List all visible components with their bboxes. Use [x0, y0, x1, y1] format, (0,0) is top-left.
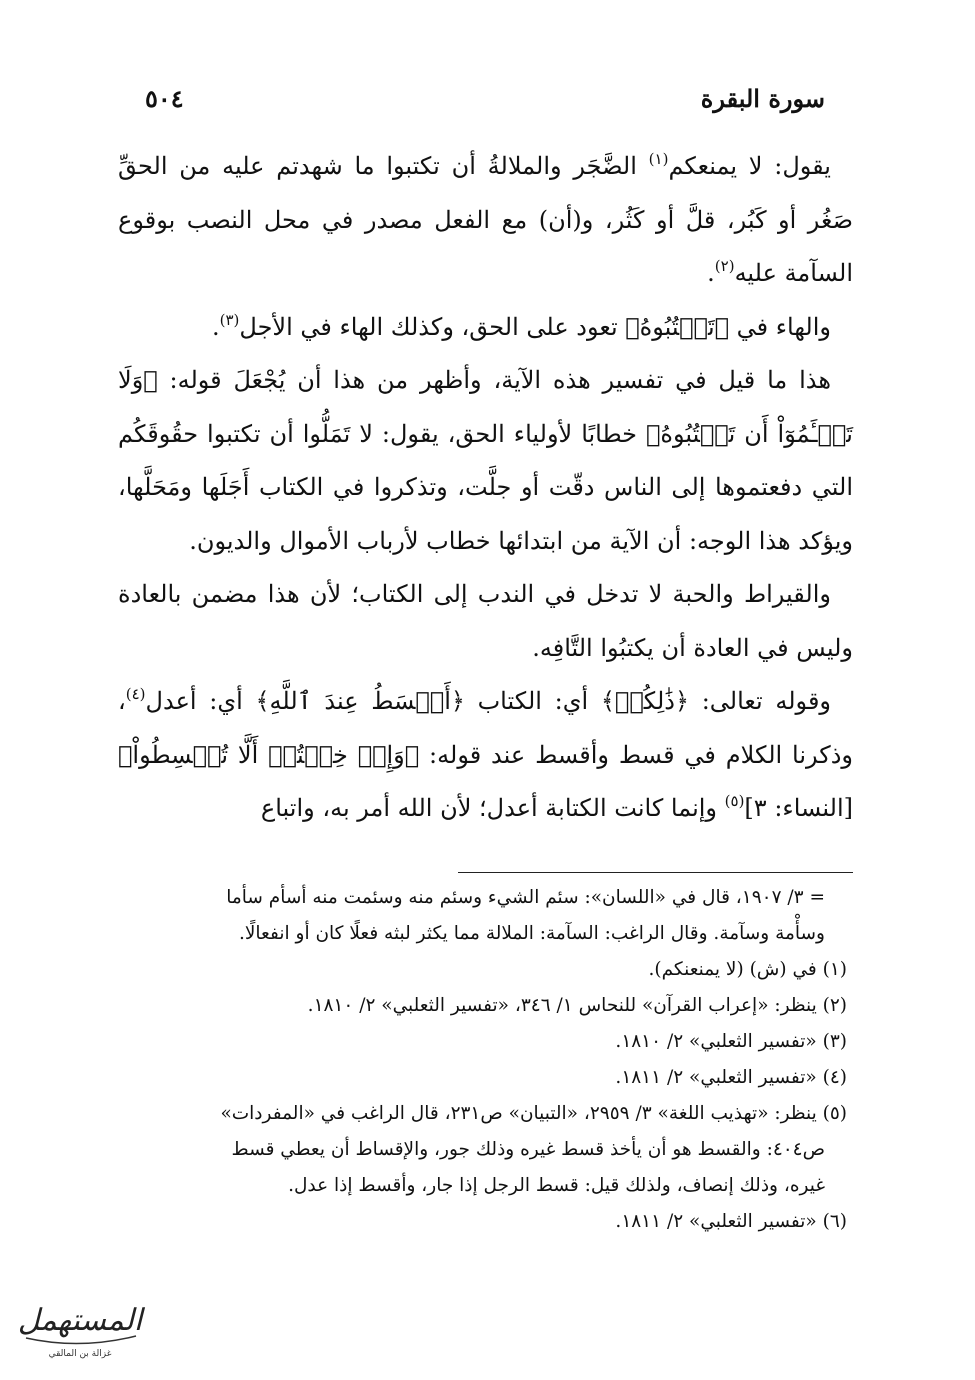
footnote-ref-4: (٤) [125, 685, 146, 703]
footnote-ref-3: (٣) [219, 310, 240, 329]
footnote-5-line-3: غيره، وذلك إنصاف، ولذلك قيل: قسط الرجل إذا جار، وأقسط إذا عدل. [288, 1175, 825, 1196]
footnote-5-line-1: (٥) ينظر: «تهذيب اللغة» ٣/ ٢٩٥٩، «التبيان» ص٢٣١، قال الراغب في «المفردات» [220, 1103, 847, 1124]
watermark-main-text: المستهمل [17, 1303, 143, 1338]
paragraph-3: هذا ما قيل في تفسير هذه الآية، وأظهر من هذا أن يُجْعَلَ قوله: ﴿وَلَا تَسۡـَٔمُوٓاْ أَن تَكۡتُبُوهُ﴾ خطابًا لأولياء الحق، يقول: لا تَمَلُّوا أن تكتبوا حقُوقَكُم التي دفعتموها إلى الناس دقّت أو جلَّت، وتذكروا في الكتاب أَجَلَها ومَحَلَّها، ويؤكد هذا الوجه: أن الآية من ابتدائها خطاب لأرباب الأموال والديون. [118, 366, 853, 555]
footnote-1: (١) في (ش) (لا يمنعنكم). [648, 959, 847, 980]
paragraph-5 [118, 675, 853, 836]
footnote-6: (٦) «تفسير الثعلبي» ٢/ ١٨١١. [615, 1211, 847, 1232]
paragraph-4: والقيراط والحبة لا تدخل في الندب إلى الكتاب؛ لأن هذا مضمن بالعادة وليس في العادة أن يكتبُوا التَّافِه. [118, 580, 853, 662]
paragraph-2-text-b: . [211, 312, 220, 341]
footnote-3: (٣) «تفسير الثعلبي» ٢/ ١٨١٠. [615, 1031, 847, 1052]
footnote-4: (٤) «تفسير الثعلبي» ٢/ ١٨١١. [615, 1067, 847, 1088]
paragraph-1 [118, 140, 853, 301]
watermark-sub-text: غزالة بن المالقي [48, 1349, 112, 1359]
page-number: ٥٠٤ [145, 83, 184, 113]
main-text [118, 140, 853, 836]
footnote-ref-2: (٢) [714, 257, 735, 275]
footnote-divider [458, 872, 853, 873]
paragraph-5-text-c: وإنما كانت الكتابة أعدل؛ لأن الله أمر به، واتباع [260, 794, 725, 822]
paragraph-1-text-b: الضَّجَر والملالةُ أن تكتبوا ما شهدتم عليه من الحقِّ صَغُر أو كَبُر، قلَّ أو كَثُر، و(أن) مع الفعل مصدر في محل النصب بوقوع السآمة عليه [118, 152, 853, 287]
page-header [145, 78, 825, 118]
paragraph-5-text-b: ، وذكرنا الكلام في قسط وأقسط عند قوله: ﴿وَإِنۡ خِفۡتُمۡ أَلَّا تُقۡسِطُواْ﴾ [النساء: ٣] [118, 687, 853, 822]
paragraph-5-text-a: وقوله تعالى: ﴿ذَٰلِكُمۡ﴾ أي: الكتاب ﴿أَقۡسَطُ عِندَ ٱللَّهِ﴾ أي: أعدل [145, 687, 831, 715]
footnote-ref-1: (١) [648, 150, 669, 168]
footnote-5-line-2: ص٤٠٤: والقسط هو أن يأخذ قسط غيره وذلك جور، والإقساط أن يعطي قسط [231, 1139, 825, 1160]
footnote-continuation-line-1: = ٣/ ١٩٠٧، قال في «اللسان»: سئم الشيء وسئم منه وسئمت منه أسأم سأما [226, 887, 825, 908]
paragraph-1-text-c: . [707, 259, 715, 287]
paragraph-2-text-a: والهاء في ﴿تَكۡتُبُوهُ﴾ تعود على الحق، وكذلك الهاء في الأجل [239, 312, 831, 341]
paragraph-1-text-a: يقول: لا يمنعكم [668, 152, 831, 180]
paragraph-2 [118, 301, 853, 355]
footnote-continuation-line-2: وسأْمة وسآمة. وقال الراغب: السآمة: الملالة مما يكثر لبثه فعلًا كان أو انفعالًا. [238, 923, 825, 944]
footnotes [130, 880, 847, 1240]
watermark-logo [8, 1290, 153, 1370]
surah-title: سورة البقرة [700, 83, 825, 113]
footnote-ref-5: (٥) [724, 792, 745, 810]
footnote-2: (٢) ينظر: «إعراب القرآن» للنحاس ١/ ٣٤٦، «تفسير الثعلبي» ٢/ ١٨١٠. [307, 995, 847, 1016]
